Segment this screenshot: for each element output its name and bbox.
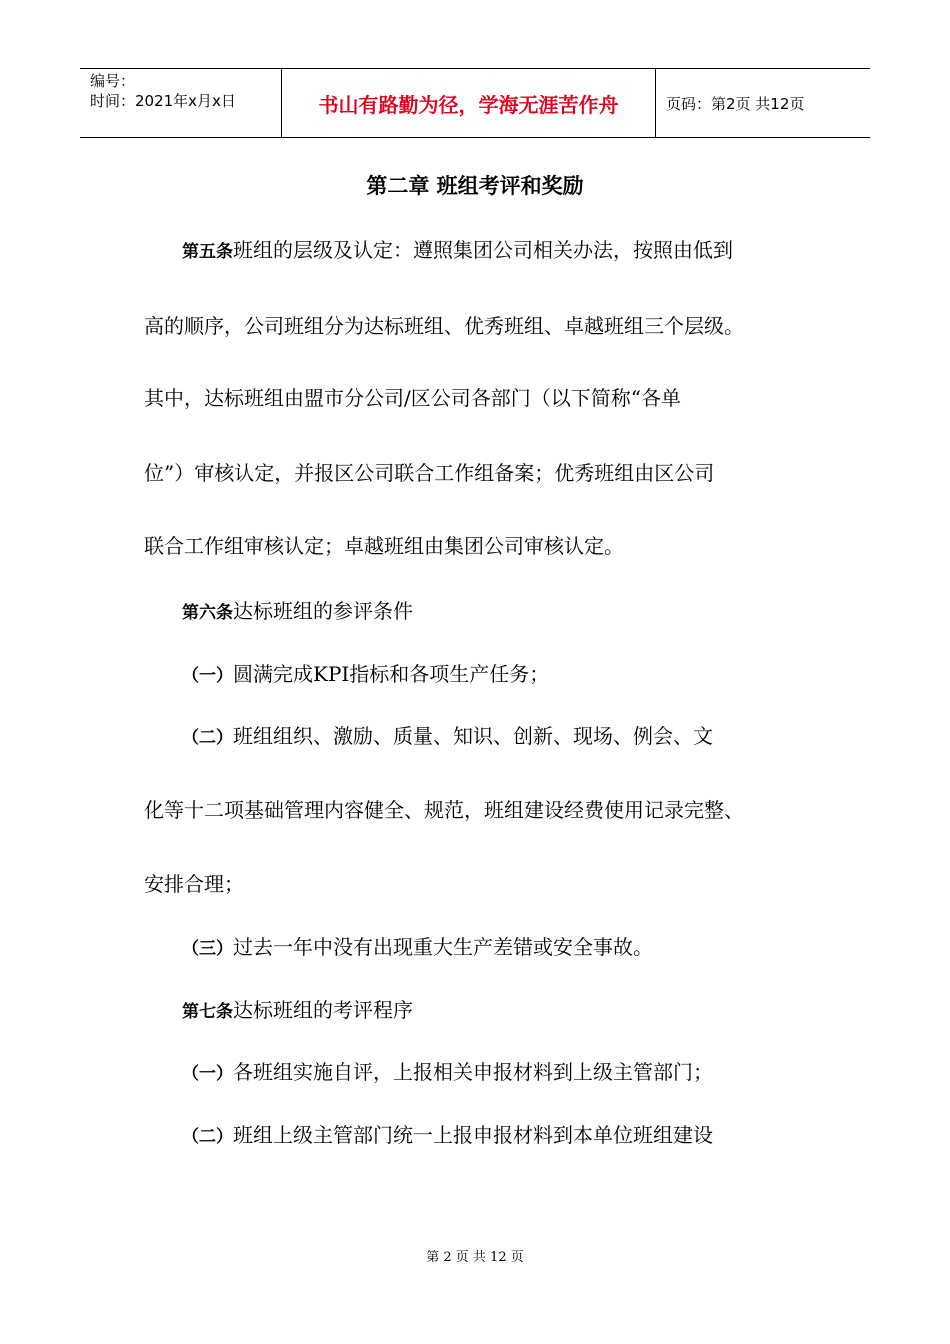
item-mark: （三）	[182, 939, 233, 959]
article6-item-2-cont-1: 化等十二项基础管理内容健全、规范，班组建设经费使用记录完整、	[144, 798, 744, 822]
item-mark: （二）	[182, 1127, 233, 1147]
header-motto: 书山有路勤为径，学海无涯苦作舟	[282, 69, 656, 137]
article7-heading: 第七条	[182, 1002, 233, 1022]
item-mark: （二）	[182, 728, 233, 748]
header-page-number: 页码：第2页 共12页	[666, 94, 805, 113]
article6-item-1	[182, 660, 549, 690]
item-text: 过去一年中没有出现重大生产差错或安全事故。	[233, 935, 653, 959]
article5-line-2: 高的顺序，公司班组分为达标班组、优秀班组、卓越班组三个层级。	[144, 314, 744, 338]
article6-item-2-cont-2: 安排合理；	[144, 872, 244, 896]
item-mark: （一）	[182, 1064, 233, 1084]
article7-text: 达标班组的考评程序	[233, 998, 413, 1022]
article7-item-2	[182, 1121, 713, 1151]
document-number-label: 编号：	[90, 72, 136, 90]
item-text: 班组组织、激励、质量、知识、创新、现场、例会、文	[233, 724, 713, 748]
article5-line-4: 位”）审核认定，并报区公司联合工作组备案；优秀班组由区公司	[144, 461, 715, 485]
article5-line-3: 其中，达标班组由盟市分公司/区公司各部门（以下简称“各单	[144, 386, 681, 410]
page-header	[80, 68, 870, 138]
article6-heading: 第六条	[182, 603, 233, 623]
article7-item-1	[182, 1058, 713, 1088]
item-text: 各班组实施自评，上报相关申报材料到上级主管部门；	[233, 1060, 713, 1084]
article7-heading-line	[182, 996, 413, 1026]
article5-first-line	[182, 236, 733, 266]
article5-line-5: 联合工作组审核认定；卓越班组由集团公司审核认定。	[144, 534, 624, 558]
article5-heading: 第五条	[182, 242, 233, 262]
document-date-label: 时间：2021年x月x日	[90, 92, 236, 110]
article6-item-2	[182, 722, 713, 752]
item-text: 班组上级主管部门统一上报申报材料到本单位班组建设	[233, 1123, 713, 1147]
chapter-title: 第二章 班组考评和奖励	[366, 174, 584, 198]
article6-text: 达标班组的参评条件	[233, 599, 413, 623]
article5-line-1: 班组的层级及认定：遵照集团公司相关办法，按照由低到	[233, 238, 733, 262]
header-left-cell	[80, 69, 282, 137]
page-footer: 第 2 页 共 12 页	[426, 1250, 524, 1265]
article6-heading-line	[182, 597, 413, 627]
item-text: 圆满完成KPI指标和各项生产任务；	[233, 662, 550, 686]
item-mark: （一）	[182, 666, 233, 686]
article6-item-3	[182, 933, 653, 963]
